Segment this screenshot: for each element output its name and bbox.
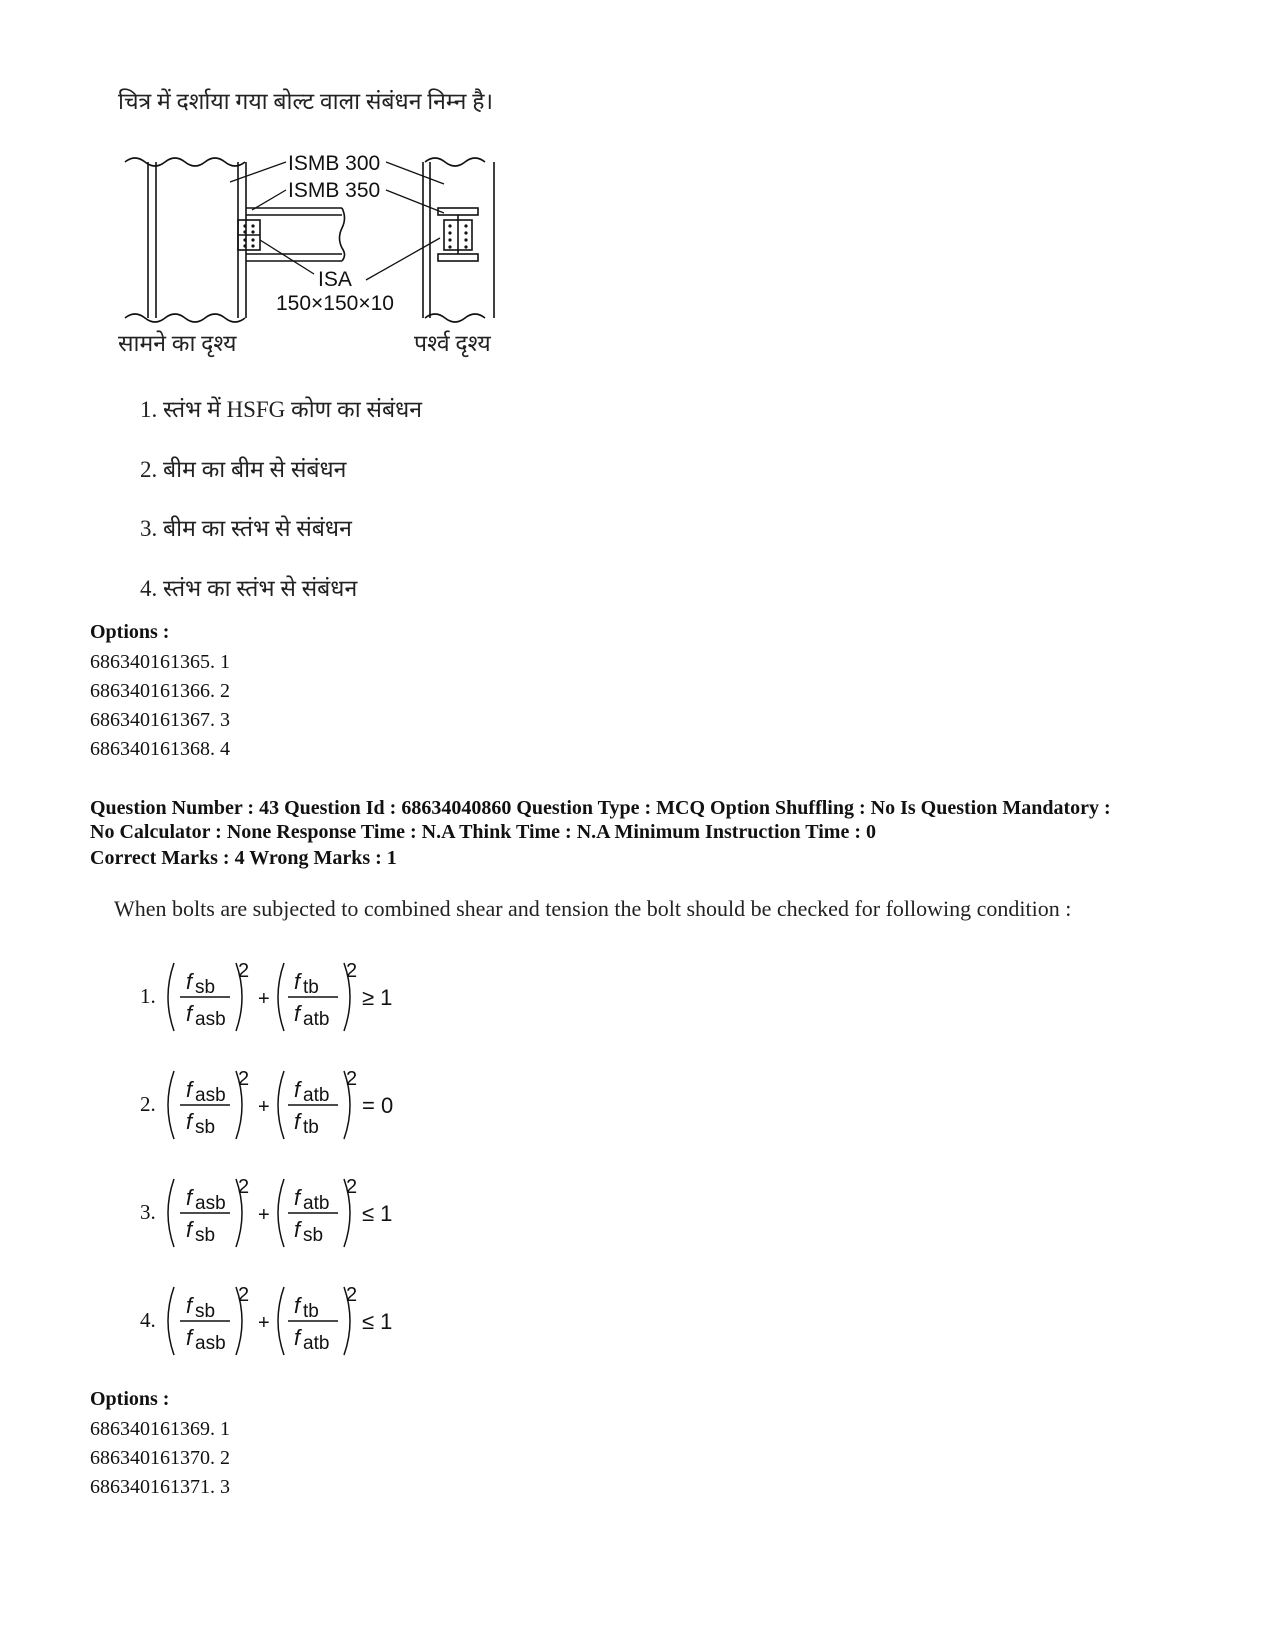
fraction-denominator-subscript: sb — [195, 1225, 216, 1246]
option-id[interactable]: 686340161371. 3 — [90, 1476, 230, 1498]
paren-open — [168, 963, 174, 1031]
fraction-numerator-subscript: tb — [303, 1301, 319, 1322]
relation: = 0 — [362, 1093, 394, 1118]
fraction-denominator: f — [186, 1325, 193, 1350]
item-number: 1. — [140, 397, 158, 422]
item-text: स्तंभ में HSFG कोण का संबंधन — [163, 397, 422, 422]
q42-options-label: Options : — [90, 621, 170, 643]
option-id[interactable]: 686340161369. 1 — [90, 1418, 230, 1440]
side-column-top-break — [425, 158, 485, 166]
label-ismb-300: ISMB 300 — [288, 152, 381, 175]
fraction-denominator: f — [294, 1325, 301, 1350]
fraction-numerator: f — [186, 1077, 193, 1102]
exponent: 2 — [238, 1176, 250, 1198]
relation: ≤ 1 — [362, 1309, 393, 1334]
plus-sign: + — [258, 1312, 270, 1334]
paren-open — [168, 1287, 174, 1355]
formula-option-1 — [140, 960, 392, 1031]
paren-open — [278, 963, 284, 1031]
item-number: 3. — [140, 516, 158, 541]
fraction-denominator-subscript: sb — [195, 1117, 216, 1138]
exponent: 2 — [238, 1284, 250, 1306]
paren-open — [168, 1071, 174, 1139]
fraction-denominator: f — [186, 1217, 193, 1242]
exponent: 2 — [238, 1068, 250, 1090]
option-id[interactable]: 686340161368. 4 — [90, 738, 230, 760]
option-id[interactable]: 686340161365. 1 — [90, 651, 230, 673]
q42-stem: चित्र में दर्शाया गया बोल्ट वाला संबंधन निम्न है। — [118, 89, 494, 114]
fraction-numerator-subscript: atb — [303, 1085, 330, 1106]
q43-stem: When bolts are subjected to combined shear and tension the bolt should be checked for following condition : — [114, 896, 1072, 921]
q43-formulas — [130, 945, 450, 1365]
q42-item-1 — [140, 392, 422, 424]
item-number: 2. — [140, 457, 158, 482]
column-bottom-break — [125, 314, 245, 322]
fraction-numerator-subscript: sb — [195, 1301, 216, 1322]
item-text: बीम का स्तंभ से संबंधन — [163, 516, 352, 541]
front-bolts — [243, 224, 254, 247]
q43-meta — [90, 796, 1240, 844]
q43-meta-line-2: No Calculator : None Response Time : N.A Think Time : N.A Minimum Instruction Time : 0 — [90, 821, 876, 843]
option-id[interactable]: 686340161370. 2 — [90, 1447, 230, 1469]
fraction-numerator-subscript: tb — [303, 977, 319, 998]
fraction-denominator: f — [186, 1109, 193, 1134]
fraction-denominator: f — [186, 1001, 193, 1026]
formula-option-3 — [140, 1176, 392, 1247]
fraction-denominator: f — [294, 1109, 301, 1134]
q43-marks: Correct Marks : 4 Wrong Marks : 1 — [90, 847, 397, 869]
fraction-numerator-subscript: atb — [303, 1193, 330, 1214]
paren-open — [278, 1071, 284, 1139]
formula-option-4 — [140, 1284, 392, 1355]
exponent: 2 — [238, 960, 250, 982]
fraction-numerator: f — [186, 1185, 193, 1210]
q42-options-list — [90, 648, 230, 764]
label-ismb-350: ISMB 350 — [288, 179, 381, 202]
beam-section-top-flange — [438, 208, 478, 215]
side-view-label: पर्श्व दृश्य — [414, 331, 491, 356]
formula-number: 2. — [140, 1092, 156, 1116]
option-id[interactable]: 686340161366. 2 — [90, 680, 230, 702]
paren-open — [168, 1179, 174, 1247]
fraction-numerator: f — [294, 1185, 301, 1210]
exponent: 2 — [346, 1284, 358, 1306]
formula-option-2 — [140, 1068, 393, 1139]
fraction-numerator: f — [294, 1077, 301, 1102]
fraction-denominator-subscript: atb — [303, 1009, 330, 1030]
fraction-denominator: f — [294, 1217, 301, 1242]
formula-number: 4. — [140, 1308, 156, 1332]
exponent: 2 — [346, 1068, 358, 1090]
beam-break — [340, 208, 345, 261]
q43-meta-line-1: Question Number : 43 Question Id : 68634040860 Question Type : MCQ Option Shuffling : No Is Question Mandatory : — [90, 797, 1111, 819]
formula-number: 1. — [140, 984, 156, 1008]
paren-open — [278, 1179, 284, 1247]
label-isa-size: 150×150×10 — [276, 292, 394, 315]
option-id[interactable]: 686340161367. 3 — [90, 709, 230, 731]
item-number: 4. — [140, 576, 158, 601]
q43-options-list — [90, 1415, 230, 1502]
fraction-numerator: f — [294, 969, 301, 994]
exponent: 2 — [346, 1176, 358, 1198]
q43-options-label: Options : — [90, 1388, 170, 1410]
q42-item-4 — [140, 571, 357, 603]
fraction-numerator-subscript: sb — [195, 977, 216, 998]
fraction-denominator-subscript: asb — [195, 1009, 226, 1030]
relation: ≤ 1 — [362, 1201, 393, 1226]
plus-sign: + — [258, 1204, 270, 1226]
q42-item-2 — [140, 452, 346, 484]
column-top-break — [125, 158, 245, 166]
fraction-numerator: f — [186, 1293, 193, 1318]
label-isa: ISA — [318, 268, 352, 291]
exponent: 2 — [346, 960, 358, 982]
fraction-numerator: f — [186, 969, 193, 994]
plus-sign: + — [258, 988, 270, 1010]
fraction-numerator-subscript: asb — [195, 1085, 226, 1106]
fraction-denominator-subscript: atb — [303, 1333, 330, 1354]
fraction-denominator-subscript: asb — [195, 1333, 226, 1354]
fraction-denominator-subscript: tb — [303, 1117, 319, 1138]
item-text: बीम का बीम से संबंधन — [163, 457, 347, 482]
fraction-numerator-subscript: asb — [195, 1193, 226, 1214]
fraction-denominator-subscript: sb — [303, 1225, 324, 1246]
beam-section-bottom-flange — [438, 254, 478, 261]
fraction-numerator: f — [294, 1293, 301, 1318]
fraction-denominator: f — [294, 1001, 301, 1026]
paren-open — [278, 1287, 284, 1355]
front-view-label: सामने का दृश्य — [118, 331, 237, 356]
relation: ≥ 1 — [362, 985, 393, 1010]
item-text: स्तंभ का स्तंभ से संबंधन — [163, 576, 358, 601]
q42-item-3 — [140, 511, 352, 543]
plus-sign: + — [258, 1096, 270, 1118]
formula-number: 3. — [140, 1200, 156, 1224]
